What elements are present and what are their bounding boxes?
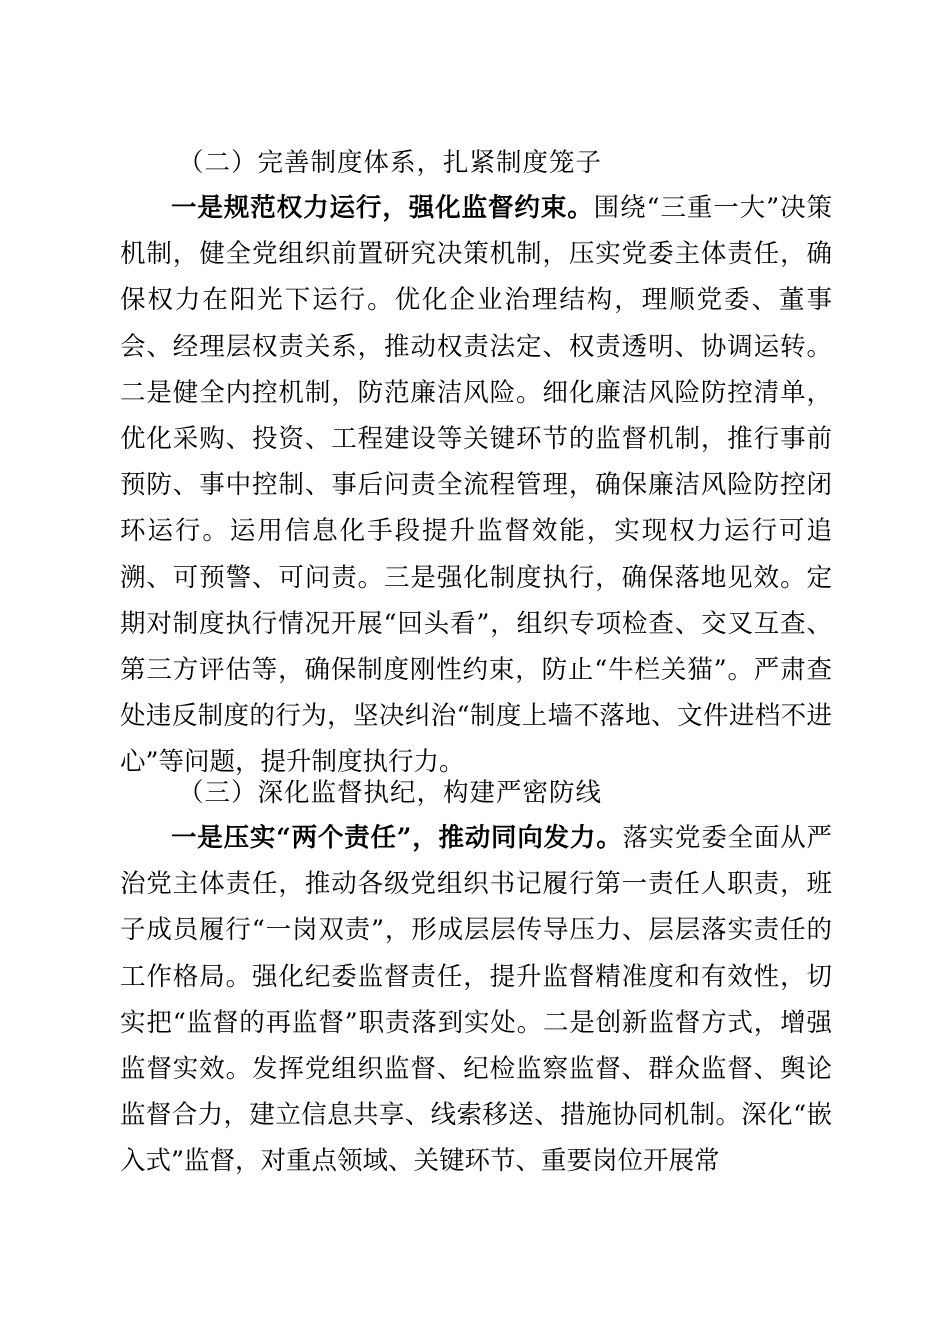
section-3-body: 落实党委全面从严治党主体责任，推动各级党组织书记履行第一责任人职责，班子成员履行“一岗双责”，形成层层传导压力、层层落实责任的工作格局。强化纪委监督责任，提升监督精准度和有效性，切实把“监督的再监督”职责落到实处。二是创新监督方式，增强监督实效。发挥党组织监督、纪检监察监督、群众监督、舆论监督合力，建立信息共享、线索移送、措施协同机制。深化“嵌入式”监督，对重点领域、关键环节、重要岗位开展常: [120, 823, 832, 1177]
section-2-body: 围绕“三重一大”决策机制，健全党组织前置研究决策机制，压实党委主体责任，确保权力在阳光下运行。优化企业治理结构，理顺党委、董事会、经理层权责关系，推动权责法定、权责透明、协调运转。二是健全内控机制，防范廉洁风险。细化廉洁风险防控清单，优化采购、投资、工程建设等关键环节的监督机制，推行事前预防、事中控制、事后问责全流程管理，确保廉洁风险防控闭环运行。运用信息化手段提升监督效能，实现权力运行可追溯、可预警、可问责。三是强化制度执行，确保落地见效。定期对制度执行情况开展“回头看”，组织专项检查、交叉互查、第三方评估等，确保制度刚性约束，防止“牛栏关猫”。严肃查处违反制度的行为，坚决纠治“制度上墙不落地、文件进档不进心”等问题，提升制度执行力。: [120, 193, 832, 778]
section-3-paragraph: [120, 815, 832, 1185]
section-2-paragraph: [120, 185, 832, 786]
section-2-heading: （二）完善制度体系，扎紧制度笼子: [178, 148, 603, 178]
section-3-heading: （三）深化监督执纪，构建严密防线: [178, 778, 603, 808]
section-2-lead: 一是规范权力运行，强化监督约束。: [171, 193, 594, 223]
section-3-lead: 一是压实“两个责任”，推动同向发力。: [171, 823, 623, 853]
